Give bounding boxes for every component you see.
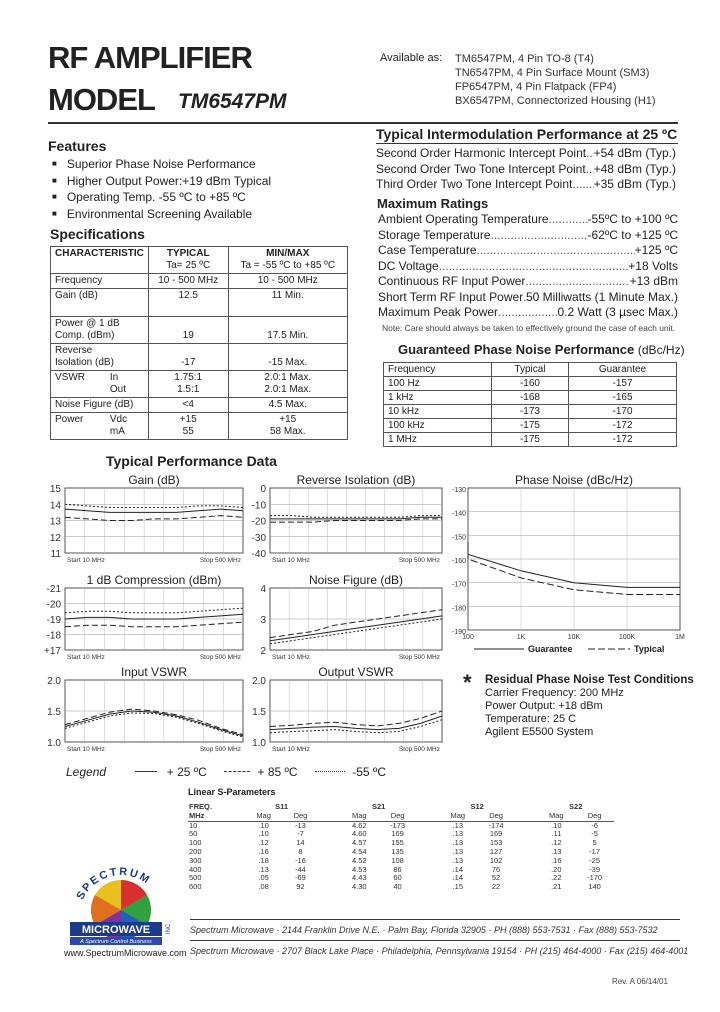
x-start-label: Start 10 MHz [272,557,310,564]
title-line2: MODEL [48,82,155,117]
address-philadelphia: Spectrum Microwave · 2707 Black Lake Place · Philadelphia, Pennsylvania 19154 · PH (215) 464-4000 · Fax (215) 464-4001 [190,946,689,956]
table-row: 400 .13 -44 4.53 86 .14 76 .20 -39 [189,864,601,874]
logo-brand: MICROWAVE [81,924,151,936]
y-tick-label: -18 [46,630,61,642]
table-row: 600 .08 92 4.30 40 .15 22 .21 140 [189,882,601,892]
max-ratings-list [378,212,678,321]
pn-legend-guarantee: Guarantee [528,644,573,654]
chart-title: Output VSWR [318,665,394,679]
chart-title: Input VSWR [120,665,188,679]
sparams-title: Linear S-Parameters [188,787,276,797]
sparams-deg: Deg [390,810,405,820]
table-row: Power @ 1 dB Comp. (dBm) 19 17.5 Min. [51,317,348,344]
residual-line: Agilent E5500 System [485,726,594,738]
y-tick-label: -170 [451,581,466,589]
available-label: Available as: [380,52,443,64]
series-line [270,517,442,519]
intermod-list [376,146,676,193]
table-row: 300 .18 -16 4.52 108 .13 102 .16 -25 [189,855,601,865]
chart-title: Noise Figure (dB) [308,573,404,587]
intermod-row: Second Order Harmonic Intercept Point ..... +54 dBm (Typ.) [376,146,676,162]
x-stop-label: Stop 500 MHz [398,746,440,753]
chart-5 [230,662,482,767]
footer-rule [190,940,680,941]
feature-item: ■ Higher Output Power:+19 dBm Typical [52,173,271,190]
sparams-table [188,803,614,892]
x-stop-label: Stop 500 MHz [398,654,440,661]
phase-noise-table [383,362,677,447]
logo-inc: INC [166,923,172,935]
x-start-label: Start 10 MHz [67,746,105,753]
phase-noise-title: Guaranteed Phase Noise Performance (dBc/Hz) [398,342,685,357]
y-tick-label: 1.0 [47,738,61,749]
table-row: 500 .05 -69 4.43 60 .14 52 .22 -170 [189,873,603,883]
y-tick-label: -130 [451,487,466,494]
chart-title: Phase Noise (dBc/Hz) [514,473,634,487]
website-link[interactable]: www.SpectrumMicrowave.com [64,948,187,958]
y-tick-label: -190 [451,629,466,636]
y-tick-label: -10 [251,500,266,512]
x-stop-label: Stop 500 MHz [199,557,241,564]
x-tick-label: 1K [516,634,526,641]
spec-header: MIN/MAX Ta = -55 ºC to +85 ºC [228,247,347,274]
series-line [270,616,442,641]
x-start-label: Start 10 MHz [67,557,105,564]
y-tick-label: 1.5 [252,707,266,718]
x-stop-label: Stop 500 MHz [398,557,440,564]
y-tick-label: -20 [46,599,61,611]
table-row: 10 .10 -13 4.62 -173 .13 -174 .10 -6 [189,820,598,830]
sparams-group: S22 [569,802,583,811]
sparams-deg: Deg [489,810,503,820]
sparams-deg: Deg [293,810,308,820]
sparams-mag: Mag [450,810,466,820]
available-item: TM6547PM, 4 Pin TO-8 (T4) [455,53,594,65]
intermod-row: Third Order Two Tone Intercept Point ..... +35 dBm (Typ.) [376,177,676,193]
chart-title: Gain (dB) [128,473,180,487]
sparams-freq-unit: MHz [189,810,205,820]
table-row: Frequency 10 - 500 MHz 10 - 500 MHz [51,274,348,289]
y-tick-label: -160 [451,558,466,565]
y-tick-label: -19 [46,615,61,626]
rating-row: DC Voltage ..... +18 Volts [378,259,678,275]
sparams-group: S11 [275,802,289,811]
sparams-group: S12 [470,802,484,811]
performance-title: Typical Performance Data [106,453,277,469]
rating-row: Maximum Peak Power ..... 0.2 Watt (3 µsec Max.) [378,305,678,321]
sparams-freq-label: FREQ. [189,802,212,811]
y-tick-label: 2.0 [252,676,266,687]
table-row: Noise Figure (dB) <4 4.5 Max. [51,398,348,413]
series-line [270,610,442,638]
series-line [270,516,442,518]
y-tick-label: -140 [451,510,466,518]
features-list [52,156,271,222]
feature-item: ■ Operating Temp. -55 ºC to +85 ºC [52,189,271,206]
logo-tagline: A Spectrum Control Business [80,939,152,945]
y-tick-label: 11 [50,549,61,560]
y-tick-label: -21 [46,584,61,595]
residual-conditions [463,670,694,739]
table-row: 1 kHz -168 -165 [384,391,677,405]
x-stop-label: Stop 500 MHz [199,746,241,753]
series-line [65,713,243,737]
spectrum-logo [66,852,176,952]
residual-line: Carrier Frequency: 200 MHz [485,687,624,699]
sparams-mag: Mag [352,810,367,820]
y-tick-label: 1.5 [47,707,61,718]
feature-item: ■ Superior Phase Noise Performance [52,156,271,173]
y-tick-label: 3 [260,615,266,626]
legend-dash-line [224,771,250,772]
chart-title: Reverse Isolation (dB) [296,473,416,487]
y-tick-label: -150 [451,534,466,542]
x-tick-label: 10K [567,634,581,641]
series-line [65,709,243,735]
features-title: Features [48,138,107,154]
legend-label: Legend [66,765,107,779]
rating-row: Ambient Operating Temperature ..... -55ºC to +100 ºC [378,212,678,228]
x-tick-label: 1M [675,634,685,641]
series-line [270,720,442,733]
x-start-label: Start 10 MHz [67,654,105,661]
chart-legend [66,765,386,779]
address-palm-bay: Spectrum Microwave · 2144 Franklin Drive N.E. · Palm Bay, Florida 32905 · PH (888) 553-7531 · Fax (888) 553-7532 [190,925,658,935]
intermod-row: Second Order Two Tone Intercept Point ..... +48 dBm (Typ.) [376,162,676,178]
y-tick-label: 0 [260,484,266,495]
pn-legend-typical: Typical [634,644,665,654]
series-line [65,608,243,613]
available-item: FP6547PM, 4 Pin Flatpack (FP4) [455,81,617,93]
specifications-table [50,246,348,440]
y-tick-label: 13 [49,516,61,528]
residual-title: Residual Phase Noise Test Conditions [485,674,694,686]
legend-item: + 25 ºC [166,765,207,779]
rating-row: Continuous RF Input Power ..... +13 dBm [378,274,678,290]
table-row: 100 kHz -175 -172 [384,419,677,433]
residual-line: Temperature: 25 C [485,713,577,725]
sparams-mag: Mag [256,810,271,820]
series-line [65,622,243,627]
y-tick-label: -180 [451,605,466,613]
y-tick-label: -40 [251,549,266,560]
spec-header: CHARACTERISTIC [51,247,149,274]
series-line [65,516,243,521]
table-row: Gain (dB) 12.5 11 Min. [51,289,348,317]
ratings-note: Note: Care should always be taken to effectively ground the case of each unit. [382,323,676,333]
series-line [270,619,442,644]
y-tick-label: +17 [44,646,61,657]
asterisk-icon: * [463,670,472,695]
table-row: 200 .16 8 4.54 135 .13 127 .13 -17 [189,846,601,856]
header-rule [48,122,678,124]
available-item: TN6547PM, 4 Pin Surface Mount (SM3) [455,67,650,79]
spec-header: TYPICAL Ta= 25 ºC [148,247,228,274]
y-tick-label: -30 [251,532,266,544]
series-line [270,716,442,730]
table-row: 10 kHz -173 -170 [384,405,677,419]
y-tick-label: 14 [49,500,61,512]
rating-row: Storage Temperature ..... -62ºC to +125 ºC [378,228,678,244]
table-row: 100 Hz -160 -157 [384,377,677,391]
table-row: Frequency Typical Guarantee [384,363,677,377]
table-row: 1 MHz -175 -172 [384,433,677,447]
series-line [65,504,243,507]
intermod-rule [376,143,678,144]
sparams-group: S21 [371,802,386,811]
x-stop-label: Stop 500 MHz [199,654,241,661]
model-number: TM6547PM [178,90,287,113]
y-tick-label: 12 [49,532,61,544]
table-row: VSWR In Out 1.75:1 1.5:1 2.0:1 Max. 2.0:1 Max. [51,371,348,398]
y-tick-label: 4 [260,584,266,595]
series-line [65,711,243,736]
x-start-label: Start 10 MHz [272,654,310,661]
feature-item: ■ Environmental Screening Available [52,206,271,223]
sparams-mag: Mag [549,810,564,820]
series-line [65,614,243,619]
x-tick-label: 100K [618,634,636,641]
x-start-label: Start 10 MHz [272,746,310,753]
footer-rule [190,919,680,920]
legend-solid-line [135,771,157,772]
legend-item: + 85 ºC [257,765,298,779]
residual-line: Power Output: +18 dBm [485,700,603,712]
intermod-title: Typical Intermodulation Performance at 25 ºC [376,126,678,142]
table-row: 100 .12 14 4.57 155 .13 153 .12 5 [189,838,597,848]
chart-title: 1 dB Compression (dBm) [86,573,222,587]
table-row: Power Vdc mA +15 55 +15 58 Max. [51,413,348,440]
series-line [65,509,243,512]
legend-item: -55 ºC [352,765,386,779]
specifications-title: Specifications [50,226,145,242]
table-row: Reverse Isolation (dB) -17 -15 Max. [51,344,348,371]
logo-arc-text: SPECTRUM [74,865,153,902]
available-item: BX6547PM, Connectorized Housing (H1) [455,95,656,107]
y-tick-label: 15 [49,484,61,495]
rating-row: Case Temperature ..... +125 ºC [378,243,678,259]
y-tick-label: 2 [260,646,266,657]
legend-dot-line [315,771,345,772]
chart-6 [428,470,720,655]
available-list [455,52,656,108]
sparams-deg: Deg [587,810,602,820]
max-ratings-title: Maximum Ratings [377,196,489,211]
y-tick-label: 1.0 [252,738,266,749]
table-row: 50 .10 -7 4.60 169 .13 169 .11 -5 [189,829,598,839]
y-tick-label: -20 [251,516,266,528]
title-line1: RF AMPLIFIER [48,40,252,75]
rating-row: Short Term RF Input Power ..... 50 Milliwatts (1 Minute Max.) [378,290,678,306]
y-tick-label: 2.0 [47,676,61,687]
revision: Rev. A 06/14/01 [612,977,668,986]
x-tick-label: 100 [462,634,474,641]
